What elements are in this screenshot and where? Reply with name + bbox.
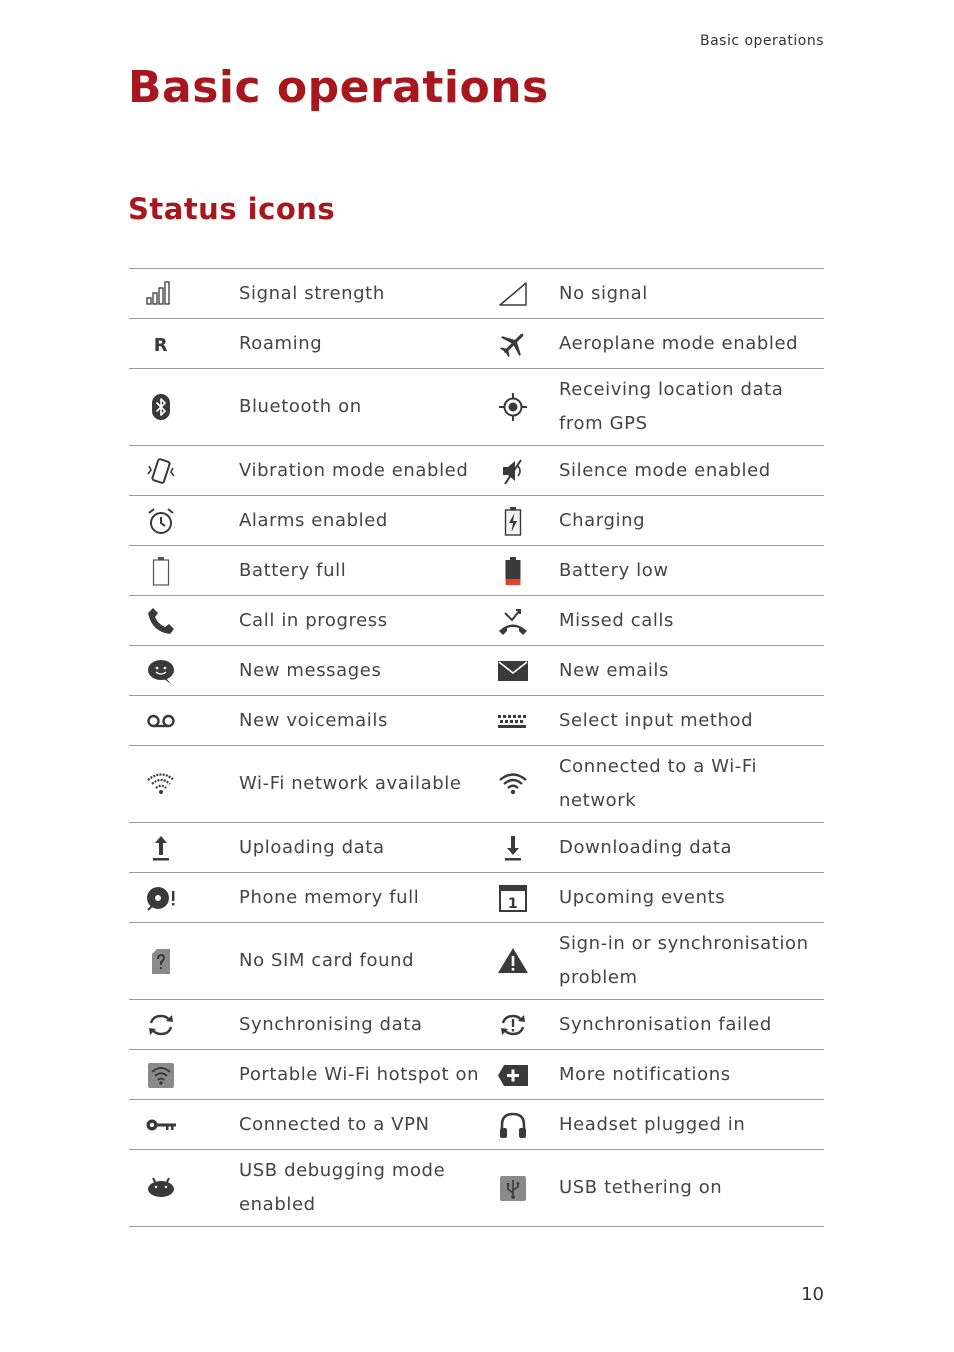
- status-label: Vibration mode enabled: [193, 446, 481, 496]
- status-label: Connected to a VPN: [193, 1100, 481, 1150]
- table-row: [129, 746, 824, 823]
- table-row: [129, 923, 824, 1000]
- usb-tethering-icon: [496, 1171, 530, 1205]
- page-number: 10: [801, 1284, 824, 1305]
- status-label: Bluetooth on: [193, 369, 481, 446]
- battery-full-icon: [144, 554, 178, 588]
- keyboard-icon: [496, 704, 530, 738]
- wifi-available-icon: [144, 767, 178, 801]
- status-label: Select input method: [545, 696, 824, 746]
- bluetooth-icon: [144, 390, 178, 424]
- status-label: New emails: [545, 646, 824, 696]
- missed-call-icon: [496, 604, 530, 638]
- voicemail-icon: [144, 704, 178, 738]
- status-label: New voicemails: [193, 696, 481, 746]
- status-label: Phone memory full: [193, 873, 481, 923]
- charging-icon: [496, 504, 530, 538]
- sync-failed-icon: [496, 1008, 530, 1042]
- message-icon: [144, 654, 178, 688]
- running-header: Basic operations: [699, 33, 824, 49]
- no-sim-icon: [144, 944, 178, 978]
- headset-icon: [496, 1108, 530, 1142]
- status-label: Roaming: [193, 319, 481, 369]
- usb-debugging-icon: [144, 1171, 178, 1205]
- vpn-key-icon: [144, 1108, 178, 1142]
- table-row: [129, 1150, 824, 1227]
- roaming-glyph: R: [153, 334, 169, 356]
- call-icon: [144, 604, 178, 638]
- upload-icon: [144, 831, 178, 865]
- status-label: No signal: [545, 269, 824, 319]
- sync-icon: [144, 1008, 178, 1042]
- status-label: Wi-Fi network available: [193, 746, 481, 823]
- status-label: Downloading data: [545, 823, 824, 873]
- status-label: New messages: [193, 646, 481, 696]
- status-label: Alarms enabled: [193, 496, 481, 546]
- status-label: USB debugging mode enabled: [193, 1150, 481, 1227]
- status-label: Receiving location data from GPS: [545, 369, 824, 446]
- table-row: [129, 696, 824, 746]
- table-row: [129, 496, 824, 546]
- status-label: Call in progress: [193, 596, 481, 646]
- table-row: [129, 319, 824, 369]
- status-label: Headset plugged in: [545, 1100, 824, 1150]
- vibration-icon: [144, 454, 178, 488]
- status-label: Sign-in or synchronisation problem: [545, 923, 824, 1000]
- status-label: More notifications: [545, 1050, 824, 1100]
- status-label: Portable Wi-Fi hotspot on: [193, 1050, 481, 1100]
- table-row: [129, 446, 824, 496]
- download-icon: [496, 831, 530, 865]
- table-row: [129, 269, 824, 319]
- table-row: [129, 646, 824, 696]
- gps-icon: [496, 390, 530, 424]
- email-icon: [496, 654, 530, 688]
- alarm-icon: [144, 504, 178, 538]
- roaming-icon: [144, 327, 178, 361]
- table-row: [129, 1050, 824, 1100]
- wifi-connected-icon: [496, 767, 530, 801]
- table-row: [129, 596, 824, 646]
- calendar-icon: [496, 881, 530, 915]
- aeroplane-icon: [496, 327, 530, 361]
- status-label: Connected to a Wi-Fi network: [545, 746, 824, 823]
- table-row: [129, 369, 824, 446]
- status-icons-table: [129, 268, 824, 1227]
- status-label: Battery low: [545, 546, 824, 596]
- calendar-glyph: 1: [507, 895, 519, 912]
- table-row: [129, 546, 824, 596]
- status-label: Missed calls: [545, 596, 824, 646]
- hotspot-icon: [144, 1058, 178, 1092]
- status-label: Uploading data: [193, 823, 481, 873]
- status-label: Silence mode enabled: [545, 446, 824, 496]
- status-label: Synchronising data: [193, 1000, 481, 1050]
- status-label: Upcoming events: [545, 873, 824, 923]
- table-row: [129, 1100, 824, 1150]
- warning-icon: [496, 944, 530, 978]
- page-title: Basic operations: [128, 62, 549, 113]
- status-label: Battery full: [193, 546, 481, 596]
- memory-full-icon: [144, 881, 178, 915]
- more-notifications-icon: [496, 1058, 530, 1092]
- battery-low-icon: [496, 554, 530, 588]
- section-title: Status icons: [128, 192, 336, 226]
- table-row: [129, 1000, 824, 1050]
- table-row: [129, 823, 824, 873]
- silence-icon: [496, 454, 530, 488]
- status-label: Signal strength: [193, 269, 481, 319]
- status-label: Synchronisation failed: [545, 1000, 824, 1050]
- signal-strength-icon: [144, 277, 178, 311]
- no-signal-icon: [496, 277, 530, 311]
- status-label: USB tethering on: [545, 1150, 824, 1227]
- status-label: No SIM card found: [193, 923, 481, 1000]
- status-label: Aeroplane mode enabled: [545, 319, 824, 369]
- table-row: [129, 873, 824, 923]
- status-label: Charging: [545, 496, 824, 546]
